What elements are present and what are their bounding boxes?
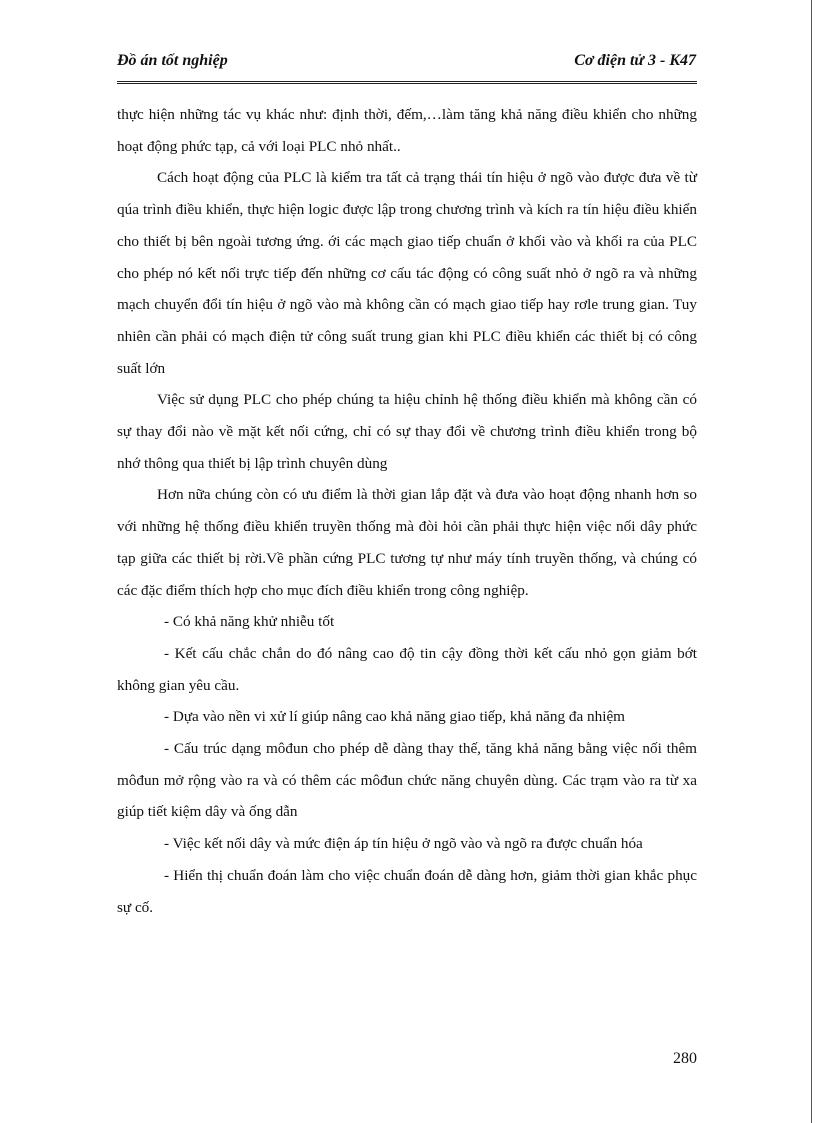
list-item: - Có khả năng khử nhiễu tốt	[164, 613, 335, 631]
header-left-title: Đồ án tốt nghiệp	[117, 52, 228, 69]
paragraph-continuation: thực hiện những tác vụ khác như: định thời, đếm,…làm tăng khả năng điều khiển cho những hoạt động phức tạp, cả với loại PLC nhỏ nhất..	[117, 106, 697, 155]
list-item: - Hiển thị chuẩn đoán làm cho việc chuẩn đoán dễ dàng hơn, giảm thời gian khắc phục sự cố.	[117, 866, 697, 916]
list-item: - Cấu trúc dạng môđun cho phép dễ dàng thay thế, tăng khả năng bằng việc nối thêm môđun mở rộng vào ra và có thêm các môđun chức năng chuyên dùng. Các trạm vào ra từ xa giúp tiết kiệm dây và ống dẫn	[117, 740, 697, 821]
paragraph-plc-advantages: Hơn nữa chúng còn có ưu điểm là thời gian lắp đặt và đưa vào hoạt động nhanh hơn so với những hệ thống điều khiển truyền thống mà đòi hỏi cần phải thực hiện việc nối dây phức tạp giữa các thiết bị rời.Về phần cứng PLC tương tự như máy tính truyền thống, và chúng có các đặc điểm thích hợp cho mục đích điều khiển trong công nghiệp.	[117, 486, 697, 599]
list-item: - Kết cấu chắc chắn do đó nâng cao độ tin cậy đồng thời kết cấu nhỏ gọn giảm bớt không gian yêu cầu.	[117, 644, 697, 694]
list-item: - Việc kết nối dây và mức điện áp tín hiệu ở ngõ vào và ngõ ra được chuẩn hóa	[164, 835, 643, 853]
page-number: 280	[673, 1050, 697, 1067]
header-right-title: Cơ điện tử 3 - K47	[574, 52, 696, 69]
page-edge-line	[811, 0, 812, 1123]
list-item: - Dựa vào nền vi xử lí giúp nâng cao khả năng giao tiếp, khả năng đa nhiệm	[164, 708, 625, 726]
header-rule	[117, 81, 697, 84]
document-body	[117, 99, 697, 923]
paragraph-plc-usage: Việc sử dụng PLC cho phép chúng ta hiệu chỉnh hệ thống điều khiển mà không cần có sự thay đổi nào về mặt kết nối cứng, chỉ có sự thay đổi về chương trình điều khiển trong bộ nhớ thông qua thiết bị lập trình chuyên dùng	[117, 391, 697, 472]
page-header	[117, 52, 696, 74]
paragraph-plc-operation: Cách hoạt động của PLC là kiểm tra tất cả trạng thái tín hiệu ở ngõ vào được đưa về từ qúa trình điều khiển, thực hiện logic được lập trong chương trình và kích ra tín hiệu điều khiển cho thiết bị bên ngoài tương ứng. ới các mạch giao tiếp chuẩn ở khối vào và khối ra của PLC cho phép nó kết nối trực tiếp đến những cơ cấu tác động có công suất nhỏ ở ngõ ra và những mạch chuyển đổi tín hiệu ở ngõ vào mà không cần có mạch giao tiếp hay rơle trung gian. Tuy nhiên cần phải có mạch điện tử công suất trung gian khi PLC điều khiển các thiết bị có công suất lớn	[117, 169, 697, 377]
